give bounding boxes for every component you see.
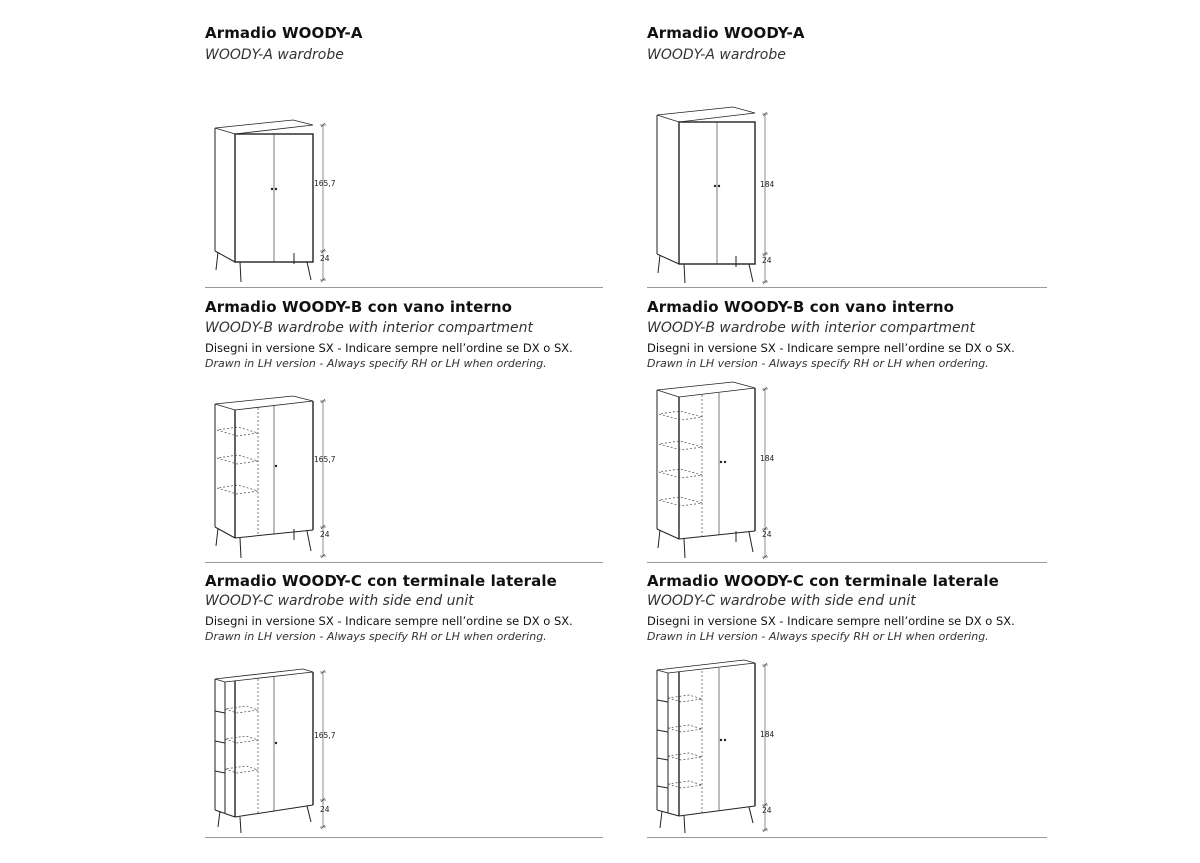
section-title: Armadio WOODY-A <box>647 24 805 42</box>
dimension-body-height: 165,7 <box>314 455 336 464</box>
section-title: Armadio WOODY-C con terminale laterale <box>647 572 999 590</box>
dimension-leg-height: 24 <box>762 530 772 539</box>
note-italian: Disegni in versione SX - Indicare sempre nell’ordine se DX o SX. <box>205 341 573 355</box>
note-english: Drawn in LH version - Always specify RH or LH when ordering. <box>205 630 547 643</box>
section-subtitle: WOODY-C wardrobe with side end unit <box>205 593 474 609</box>
dimension-body-height: 184 <box>760 730 775 739</box>
dimension-leg-height: 24 <box>320 254 330 263</box>
wardrobe-a-tall-drawing <box>652 107 792 277</box>
section-divider <box>647 562 1047 563</box>
wardrobe-a-drawing <box>210 120 350 280</box>
note-italian: Disegni in versione SX - Indicare sempre nell’ordine se DX o SX. <box>205 614 573 628</box>
section-subtitle: WOODY-B wardrobe with interior compartment <box>205 320 533 336</box>
section-divider <box>205 837 603 838</box>
section-divider <box>205 287 603 288</box>
section-subtitle: WOODY-C wardrobe with side end unit <box>647 593 916 609</box>
note-english: Drawn in LH version - Always specify RH or LH when ordering. <box>205 357 547 370</box>
note-english: Drawn in LH version - Always specify RH or LH when ordering. <box>647 630 989 643</box>
section-title: Armadio WOODY-B con vano interno <box>205 298 513 316</box>
note-italian: Disegni in versione SX - Indicare sempre nell’ordine se DX o SX. <box>647 341 1015 355</box>
note-italian: Disegni in versione SX - Indicare sempre nell’ordine se DX o SX. <box>647 614 1015 628</box>
section-subtitle: WOODY-A wardrobe <box>205 47 344 63</box>
section-subtitle: WOODY-A wardrobe <box>647 47 786 63</box>
section-title: Armadio WOODY-A <box>205 24 363 42</box>
wardrobe-c-tall-drawing <box>652 658 792 833</box>
section-title: Armadio WOODY-B con vano interno <box>647 298 955 316</box>
note-english: Drawn in LH version - Always specify RH or LH when ordering. <box>647 357 989 370</box>
wardrobe-b-drawing <box>210 396 350 556</box>
wardrobe-b-tall-drawing <box>652 382 792 552</box>
section-title: Armadio WOODY-C con terminale laterale <box>205 572 557 590</box>
dimension-leg-height: 24 <box>762 806 772 815</box>
dimension-leg-height: 24 <box>320 805 330 814</box>
dimension-body-height: 165,7 <box>314 731 336 740</box>
section-divider <box>205 562 603 563</box>
section-subtitle: WOODY-B wardrobe with interior compartment <box>647 320 975 336</box>
section-divider <box>647 287 1047 288</box>
dimension-body-height: 184 <box>760 180 775 189</box>
wardrobe-c-drawing <box>210 667 350 832</box>
section-divider <box>647 837 1047 838</box>
dimension-body-height: 184 <box>760 454 775 463</box>
dimension-leg-height: 24 <box>762 256 772 265</box>
dimension-leg-height: 24 <box>320 530 330 539</box>
dimension-body-height: 165,7 <box>314 179 336 188</box>
